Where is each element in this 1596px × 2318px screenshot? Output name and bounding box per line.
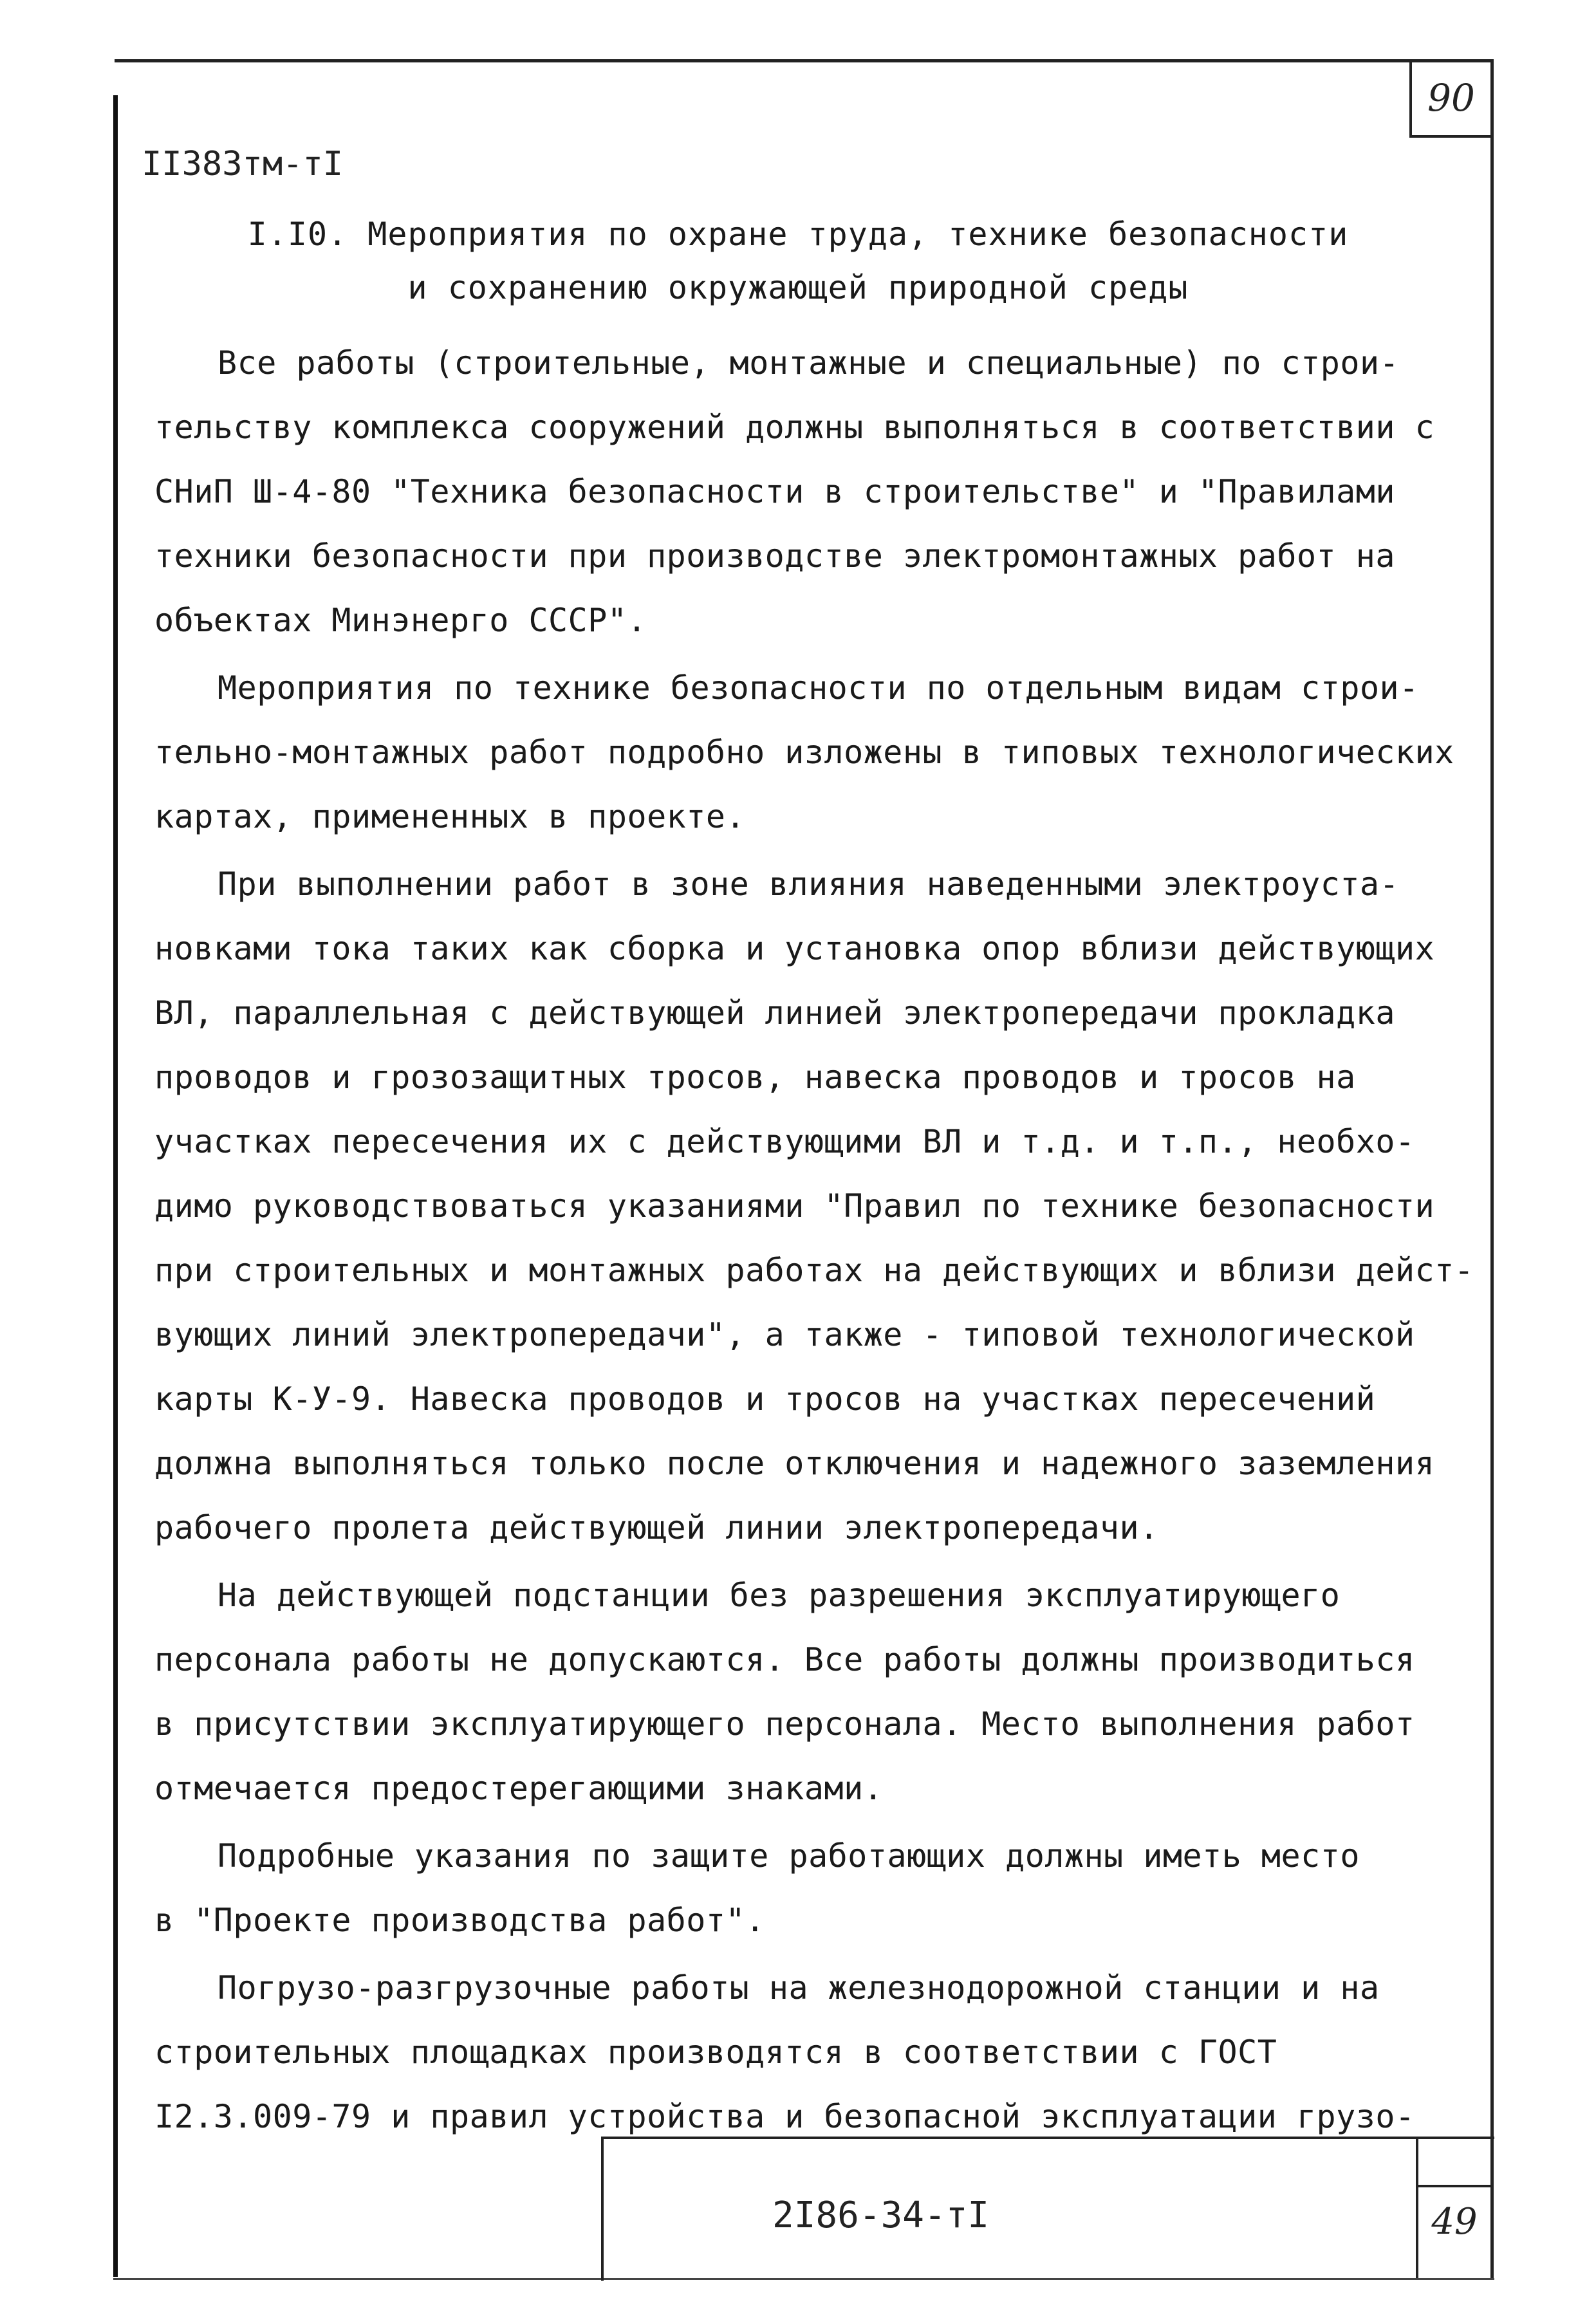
frame-top-line [115, 59, 1492, 62]
body-line: новками тока таких как сборка и установка опор вблизи действующих [154, 930, 1435, 967]
body-line: тельству комплекса сооружений должны выполняться в соответствии с [154, 409, 1435, 446]
body-line: На действующей подстанции без разрешения эксплуатирующего [218, 1577, 1341, 1614]
document-code: II383тм-тI [142, 145, 344, 183]
body-line: Подробные указания по защите работающих должны иметь место [218, 1837, 1360, 1875]
body-line: вующих линий электропередачи", а также - типовой технологической [154, 1316, 1415, 1353]
body-line: СНиП Ш-4-80 "Техника безопасности в строительстве" и "Правилами [154, 473, 1395, 510]
body-line: карты К-У-9. Навеска проводов и тросов на участках пересечений [154, 1380, 1376, 1418]
body-line: Мероприятия по технике безопасности по отдельным видам строи- [218, 669, 1419, 707]
body-line: при строительных и монтажных работах на действующих и вблизи дейст- [154, 1252, 1474, 1289]
title-block-stamp [601, 2137, 1494, 2281]
stamp-document-code: 2I86-34-тI [772, 2194, 990, 2236]
section-title-line-2: и сохранению окружающей природной среды [407, 269, 1189, 306]
section-title-line-1: I.I0. Мероприятия по охране труда, технике безопасности [247, 216, 1349, 253]
body-line: I2.3.009-79 и правил устройства и безопасной эксплуатации грузо- [154, 2098, 1415, 2135]
stamp-sheet-number: 49 [1431, 2201, 1478, 2243]
body-line: в "Проекте производства работ". [154, 1902, 765, 1939]
stamp-sheet-divider [1416, 2185, 1492, 2187]
body-line: строительных площадках производятся в соответствии с ГОСТ [154, 2034, 1277, 2071]
body-line: должна выполняться только после отключения и надежного заземления [154, 1445, 1435, 1482]
body-line: тельно-монтажных работ подробно изложены в типовых технологических [154, 734, 1454, 771]
body-line: Все работы (строительные, монтажные и специальные) по строи- [218, 344, 1400, 382]
body-line: Погрузо-разгрузочные работы на железнодорожной станции и на [218, 1969, 1380, 2007]
body-line: картах, примененных в проекте. [154, 798, 746, 835]
body-line: техники безопасности при производстве электромонтажных работ на [154, 537, 1395, 575]
body-line: проводов и грозозащитных тросов, навеска проводов и тросов на [154, 1059, 1356, 1096]
body-line: отмечается предостерегающими знаками. [154, 1770, 884, 1807]
frame-left-line [113, 95, 118, 2277]
page-number-top: 90 [1427, 76, 1475, 120]
body-line: димо руководствоваться указаниями "Правил по технике безопасности [154, 1187, 1435, 1225]
stamp-divider [1416, 2137, 1418, 2278]
body-line: объектах Минэнерго СССР". [154, 602, 647, 639]
body-line: в присутствии эксплуатирующего персонала. Место выполнения работ [154, 1705, 1415, 1743]
body-line: персонала работы не допускаются. Все работы должны производиться [154, 1641, 1415, 1678]
body-line: участках пересечения их с действующими ВЛ и т.д. и т.п., необхо- [154, 1123, 1415, 1160]
body-line: При выполнении работ в зоне влияния наведенными электроуста- [218, 866, 1400, 903]
body-line: ВЛ, параллельная с действующей линией электропередачи прокладка [154, 994, 1395, 1032]
frame-right-line [1490, 59, 1494, 2278]
body-line: рабочего пролета действующей линии электропередачи. [154, 1509, 1159, 1546]
